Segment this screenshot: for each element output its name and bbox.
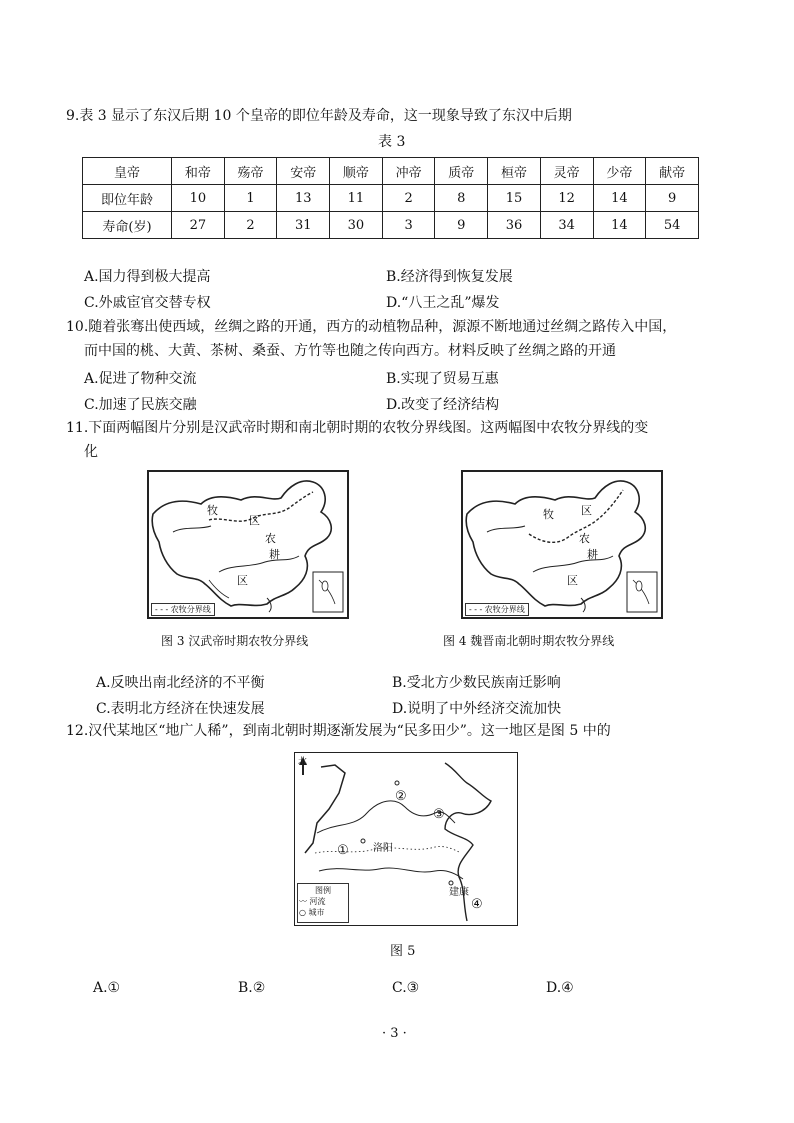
table-cell: 27	[172, 212, 225, 239]
map3-legend	[151, 603, 215, 616]
north-label: 北	[298, 757, 308, 767]
table-cell: 12	[540, 185, 593, 212]
table-cell: 2	[382, 185, 435, 212]
q10-option-d[interactable]: D.改变了经济结构	[386, 397, 500, 413]
marker-3: ③	[433, 807, 445, 822]
map-fig5	[294, 752, 518, 926]
city-jiankang: 建康	[449, 887, 469, 898]
q11-stem-line2: 化	[84, 444, 98, 460]
dashed-line-icon: - - -	[469, 605, 483, 614]
table-row-emperors	[83, 158, 699, 185]
q12-option-b[interactable]: B.②	[238, 980, 266, 996]
fig4-caption: 图 4 魏晋南北朝时期农牧分界线	[443, 634, 615, 648]
table-cell: 30	[330, 212, 383, 239]
row-header: 皇帝	[83, 158, 172, 185]
q10-stem-line1: 10.随着张骞出使西域，丝绸之路的开通，西方的动植物品种，源源不断地通过丝绸之路传入中国，	[66, 319, 677, 335]
table-cell: 少帝	[593, 158, 646, 185]
table-cell: 11	[330, 185, 383, 212]
q9-option-d[interactable]: D.“八王之乱”爆发	[386, 295, 500, 311]
q12-option-d[interactable]: D.④	[546, 980, 574, 996]
table-cell: 54	[646, 212, 699, 239]
map3-label-qu2: 区	[237, 574, 248, 587]
table-cell: 14	[593, 185, 646, 212]
q12-option-c[interactable]: C.③	[392, 980, 420, 996]
map-fig3	[147, 470, 349, 619]
table-cell: 9	[435, 212, 488, 239]
table-cell: 15	[488, 185, 541, 212]
row-header: 寿命(岁)	[83, 212, 172, 239]
table-cell: 14	[593, 212, 646, 239]
q9-option-c[interactable]: C.外戚宦官交替专权	[84, 295, 211, 311]
map3-label-nong: 农	[265, 532, 276, 545]
table-cell: 3	[382, 212, 435, 239]
q11-stem-line1: 11.下面两幅图片分别是汉武帝时期和南北朝时期的农牧分界线图。这两幅图中农牧分界线的变	[66, 420, 649, 436]
q11-option-a[interactable]: A.反映出南北经济的不平衡	[96, 675, 265, 691]
table-cell: 安帝	[277, 158, 330, 185]
map4-label-nong: 农	[579, 532, 590, 545]
q12-option-a[interactable]: A.①	[93, 980, 121, 996]
legend-title: 图例	[315, 886, 331, 895]
marker-1: ①	[337, 843, 349, 858]
city-luoyang: 洛阳	[373, 843, 393, 854]
map3-label-geng: 耕	[269, 548, 280, 561]
q10-option-a[interactable]: A.促进了物种交流	[84, 371, 197, 387]
fig5-caption: 图 5	[390, 944, 416, 959]
page-number: · 3 ·	[382, 1026, 407, 1041]
map4-label-qu1: 区	[581, 504, 592, 517]
marker-4: ④	[471, 897, 483, 912]
map4-label-qu2: 区	[567, 574, 578, 587]
q10-option-b[interactable]: B.实现了贸易互惠	[386, 371, 499, 387]
table-cell: 灵帝	[540, 158, 593, 185]
map-fig4	[461, 470, 663, 619]
table-cell: 8	[435, 185, 488, 212]
table-cell: 2	[224, 212, 277, 239]
china-map-shape	[149, 472, 347, 617]
table-row-lifespans	[83, 212, 699, 239]
map4-legend	[465, 603, 529, 616]
table-cell: 9	[646, 185, 699, 212]
table-row-ages	[83, 185, 699, 212]
table-cell: 质帝	[435, 158, 488, 185]
q10-option-c[interactable]: C.加速了民族交融	[84, 397, 197, 413]
table3-title: 表 3	[378, 134, 406, 150]
map3-label-mu: 牧	[207, 504, 218, 517]
legend-item-river	[299, 896, 347, 907]
q11-option-b[interactable]: B.受北方少数民族南迁影响	[392, 675, 561, 691]
table-cell: 顺帝	[330, 158, 383, 185]
table-cell: 10	[172, 185, 225, 212]
china-map-shape	[463, 472, 661, 617]
q9-option-a[interactable]: A.国力得到极大提高	[84, 269, 211, 285]
legend-city-label: 城市	[308, 908, 325, 917]
fig3-caption: 图 3 汉武帝时期农牧分界线	[161, 634, 309, 648]
table-cell: 桓帝	[488, 158, 541, 185]
row-header: 即位年龄	[83, 185, 172, 212]
map3-label-qu1: 区	[249, 514, 260, 527]
table-cell: 36	[488, 212, 541, 239]
city-dot-icon: ○	[299, 908, 306, 917]
q9-option-b[interactable]: B.经济得到恢复发展	[386, 269, 513, 285]
table-cell: 31	[277, 212, 330, 239]
q9-stem: 9.表 3 显示了东汉后期 10 个皇帝的即位年龄及寿命，这一现象导致了东汉中后期	[66, 108, 572, 124]
table-cell: 殇帝	[224, 158, 277, 185]
map3-legend-text: 农牧分界线	[170, 605, 211, 614]
table-cell: 和帝	[172, 158, 225, 185]
dashed-line-icon: - - -	[155, 605, 169, 614]
marker-2: ②	[395, 789, 407, 804]
table3	[82, 157, 699, 239]
table-cell: 献帝	[646, 158, 699, 185]
table-cell: 1	[224, 185, 277, 212]
map4-label-geng: 耕	[587, 548, 598, 561]
q11-option-d[interactable]: D.说明了中外经济交流加快	[392, 701, 562, 717]
legend-item-city	[299, 907, 347, 918]
table-cell: 冲帝	[382, 158, 435, 185]
map4-legend-text: 农牧分界线	[484, 605, 525, 614]
table-cell: 34	[540, 212, 593, 239]
q10-stem-line2: 而中国的桃、大黄、茶树、桑蚕、方竹等也随之传向西方。材料反映了丝绸之路的开通	[84, 343, 616, 359]
q11-option-c[interactable]: C.表明北方经济在快速发展	[96, 701, 265, 717]
map4-label-mu: 牧	[543, 508, 554, 521]
river-icon: 〰	[299, 897, 307, 906]
map5-legend	[297, 883, 349, 923]
q12-stem: 12.汉代某地区“地广人稀”，到南北朝时期逐渐发展为“民多田少”。这一地区是图 5 中的	[66, 723, 611, 739]
legend-river-label: 河流	[309, 897, 326, 906]
table-cell: 13	[277, 185, 330, 212]
